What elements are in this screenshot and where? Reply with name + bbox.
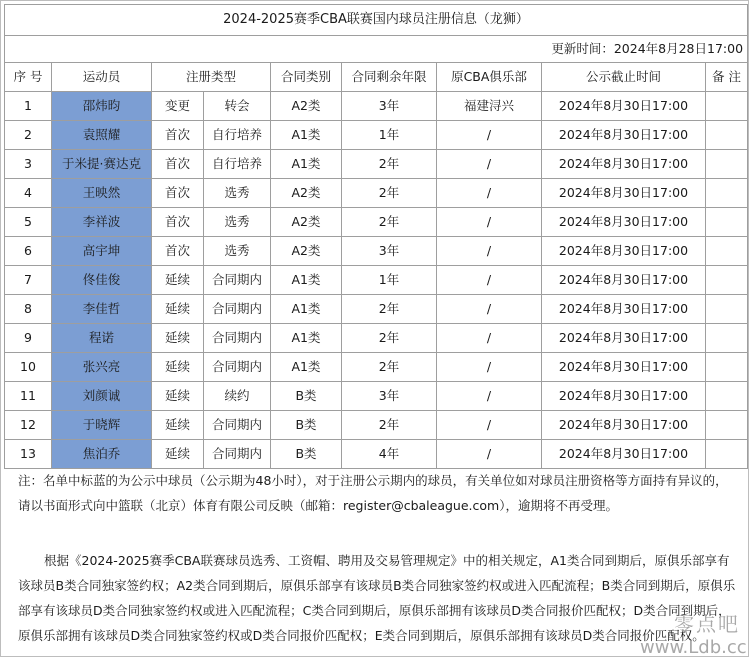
cell-note xyxy=(706,121,748,150)
table-row xyxy=(5,411,748,440)
cell-no: 4 xyxy=(5,179,52,208)
watermark-logo-text: 零点吧 xyxy=(674,612,740,636)
cell-player-name: 王映然 xyxy=(52,179,152,208)
cell-note xyxy=(706,179,748,208)
table-row xyxy=(5,266,748,295)
cell-deadline: 2024年8月30日17:00 xyxy=(542,121,706,150)
cell-reg-type: 延续 xyxy=(152,295,204,324)
cell-note xyxy=(706,324,748,353)
cell-previous-club: / xyxy=(437,324,542,353)
note-regulations: 根据《2024-2025赛季CBA联赛球员选秀、工资帽、聘用及交易管理规定》中的相关规定，A1类合同到期后，原俱乐部享有该球员B类合同独家签约权；A2类合同到期后，原俱乐部享有该球员B类合同独家签约权或进入匹配流程；B类合同到期后，原俱乐部享有该球员D类合同独家签约权或进入匹配流程；C类合同到期后，原俱乐部拥有该球员D类合同报价匹配权；D类合同到期后，原俱乐部拥有该球员D类合同独家签约权或D类合同报价匹配权；E类合同到期后，原俱乐部拥有该球员D类合同报价匹配权。 xyxy=(18,553,736,643)
cell-no: 8 xyxy=(5,295,52,324)
table-row xyxy=(5,324,748,353)
cell-note xyxy=(706,208,748,237)
cell-note xyxy=(706,440,748,469)
cell-contract-type: A2类 xyxy=(271,179,342,208)
cell-previous-club: / xyxy=(437,440,542,469)
cell-deadline: 2024年8月30日17:00 xyxy=(542,411,706,440)
header-no: 序 号 xyxy=(5,63,52,92)
cell-reg-subtype: 合同期内 xyxy=(204,411,271,440)
cell-contract-type: A2类 xyxy=(271,208,342,237)
cell-player-name: 张兴亮 xyxy=(52,353,152,382)
header-reg-type: 注册类型 xyxy=(152,63,271,92)
cell-player-name: 焦泊乔 xyxy=(52,440,152,469)
cell-player-name: 于米提·赛达克 xyxy=(52,150,152,179)
cell-deadline: 2024年8月30日17:00 xyxy=(542,179,706,208)
cell-no: 10 xyxy=(5,353,52,382)
cell-reg-subtype: 选秀 xyxy=(204,179,271,208)
cell-no: 2 xyxy=(5,121,52,150)
cell-years-left: 3年 xyxy=(342,92,437,121)
cell-years-left: 2年 xyxy=(342,150,437,179)
cell-reg-subtype: 选秀 xyxy=(204,208,271,237)
cell-deadline: 2024年8月30日17:00 xyxy=(542,266,706,295)
cell-previous-club: / xyxy=(437,237,542,266)
table-title: 2024-2025赛季CBA联赛国内球员注册信息（龙狮） xyxy=(5,5,748,36)
cell-years-left: 2年 xyxy=(342,295,437,324)
cell-deadline: 2024年8月30日17:00 xyxy=(542,92,706,121)
update-time: 更新时间：2024年8月28日17:00 xyxy=(5,36,748,63)
cell-contract-type: A1类 xyxy=(271,150,342,179)
cell-years-left: 2年 xyxy=(342,353,437,382)
cell-reg-type: 延续 xyxy=(152,353,204,382)
cell-no: 5 xyxy=(5,208,52,237)
cell-previous-club: / xyxy=(437,179,542,208)
cell-no: 12 xyxy=(5,411,52,440)
cell-reg-type: 延续 xyxy=(152,324,204,353)
cell-contract-type: B类 xyxy=(271,411,342,440)
cell-previous-club: / xyxy=(437,208,542,237)
cell-years-left: 3年 xyxy=(342,237,437,266)
cell-reg-type: 延续 xyxy=(152,440,204,469)
header-row xyxy=(5,63,748,92)
cell-deadline: 2024年8月30日17:00 xyxy=(542,353,706,382)
cell-deadline: 2024年8月30日17:00 xyxy=(542,237,706,266)
cell-reg-type: 首次 xyxy=(152,179,204,208)
cell-reg-subtype: 合同期内 xyxy=(204,324,271,353)
cell-deadline: 2024年8月30日17:00 xyxy=(542,324,706,353)
cell-player-name: 邵炜昀 xyxy=(52,92,152,121)
cell-player-name: 李佳哲 xyxy=(52,295,152,324)
cell-note xyxy=(706,411,748,440)
watermark-url: www.Ldb.cc xyxy=(640,637,747,658)
cell-player-name: 袁照耀 xyxy=(52,121,152,150)
header-club: 原CBA俱乐部 xyxy=(437,63,542,92)
table-row xyxy=(5,382,748,411)
cell-note xyxy=(706,295,748,324)
cell-reg-type: 首次 xyxy=(152,121,204,150)
cell-years-left: 2年 xyxy=(342,208,437,237)
table-row xyxy=(5,295,748,324)
cell-reg-subtype: 选秀 xyxy=(204,237,271,266)
cell-previous-club: / xyxy=(437,411,542,440)
cell-contract-type: A1类 xyxy=(271,121,342,150)
table-row xyxy=(5,150,748,179)
cell-previous-club: / xyxy=(437,382,542,411)
cell-note xyxy=(706,382,748,411)
cell-reg-type: 首次 xyxy=(152,237,204,266)
cell-reg-type: 延续 xyxy=(152,266,204,295)
cell-player-name: 李祥波 xyxy=(52,208,152,237)
cell-previous-club: / xyxy=(437,266,542,295)
cell-contract-type: B类 xyxy=(271,440,342,469)
cell-years-left: 3年 xyxy=(342,382,437,411)
cell-no: 9 xyxy=(5,324,52,353)
cell-no: 1 xyxy=(5,92,52,121)
cell-contract-type: A1类 xyxy=(271,353,342,382)
cell-years-left: 4年 xyxy=(342,440,437,469)
table-row xyxy=(5,353,748,382)
cell-no: 6 xyxy=(5,237,52,266)
cell-previous-club: / xyxy=(437,121,542,150)
cell-reg-subtype: 合同期内 xyxy=(204,266,271,295)
cell-reg-type: 首次 xyxy=(152,150,204,179)
table-row xyxy=(5,440,748,469)
cell-note xyxy=(706,92,748,121)
cell-reg-type: 延续 xyxy=(152,382,204,411)
cell-reg-subtype: 续约 xyxy=(204,382,271,411)
cell-deadline: 2024年8月30日17:00 xyxy=(542,440,706,469)
cell-reg-type: 变更 xyxy=(152,92,204,121)
cell-previous-club: / xyxy=(437,150,542,179)
cell-player-name: 刘颜诚 xyxy=(52,382,152,411)
cell-reg-subtype: 自行培养 xyxy=(204,121,271,150)
cell-player-name: 程诺 xyxy=(52,324,152,353)
registration-table xyxy=(4,4,748,469)
cell-years-left: 2年 xyxy=(342,324,437,353)
cell-contract-type: A2类 xyxy=(271,237,342,266)
cell-deadline: 2024年8月30日17:00 xyxy=(542,382,706,411)
cell-contract-type: A1类 xyxy=(271,324,342,353)
cell-deadline: 2024年8月30日17:00 xyxy=(542,150,706,179)
cell-no: 7 xyxy=(5,266,52,295)
cell-previous-club: 福建浔兴 xyxy=(437,92,542,121)
cell-years-left: 1年 xyxy=(342,121,437,150)
cell-note xyxy=(706,266,748,295)
cell-player-name: 高宇坤 xyxy=(52,237,152,266)
cell-years-left: 2年 xyxy=(342,179,437,208)
cell-note xyxy=(706,150,748,179)
note-disclaimer: 注：名单中标蓝的为公示中球员（公示期为48小时），对于注册公示期内的球员，有关单位如对球员注册资格等方面持有异议的，请以书面形式向中篮联（北京）体育有限公司反映（邮箱：register@cbaleague.com），逾期将不再受理。 xyxy=(18,473,728,513)
cell-reg-type: 延续 xyxy=(152,411,204,440)
header-player: 运动员 xyxy=(52,63,152,92)
cell-years-left: 2年 xyxy=(342,411,437,440)
cell-contract-type: B类 xyxy=(271,382,342,411)
table-row xyxy=(5,208,748,237)
table-row xyxy=(5,179,748,208)
header-contract: 合同类别 xyxy=(271,63,342,92)
cell-deadline: 2024年8月30日17:00 xyxy=(542,208,706,237)
cell-reg-subtype: 合同期内 xyxy=(204,440,271,469)
cell-reg-subtype: 合同期内 xyxy=(204,295,271,324)
cell-previous-club: / xyxy=(437,353,542,382)
header-deadline: 公示截止时间 xyxy=(542,63,706,92)
cell-years-left: 1年 xyxy=(342,266,437,295)
cell-reg-subtype: 转会 xyxy=(204,92,271,121)
cell-no: 11 xyxy=(5,382,52,411)
cell-player-name: 佟佳俊 xyxy=(52,266,152,295)
table-row xyxy=(5,237,748,266)
cell-deadline: 2024年8月30日17:00 xyxy=(542,295,706,324)
cell-player-name: 于晓辉 xyxy=(52,411,152,440)
cell-note xyxy=(706,353,748,382)
cell-contract-type: A2类 xyxy=(271,92,342,121)
header-years: 合同剩余年限 xyxy=(342,63,437,92)
cell-contract-type: A1类 xyxy=(271,295,342,324)
cell-note xyxy=(706,237,748,266)
cell-contract-type: A1类 xyxy=(271,266,342,295)
header-note: 备 注 xyxy=(706,63,748,92)
cell-reg-subtype: 合同期内 xyxy=(204,353,271,382)
cell-reg-type: 首次 xyxy=(152,208,204,237)
table-row xyxy=(5,92,748,121)
cell-no: 3 xyxy=(5,150,52,179)
cell-no: 13 xyxy=(5,440,52,469)
cell-reg-subtype: 自行培养 xyxy=(204,150,271,179)
cell-previous-club: / xyxy=(437,295,542,324)
site-watermark xyxy=(640,608,747,658)
table-row xyxy=(5,121,748,150)
